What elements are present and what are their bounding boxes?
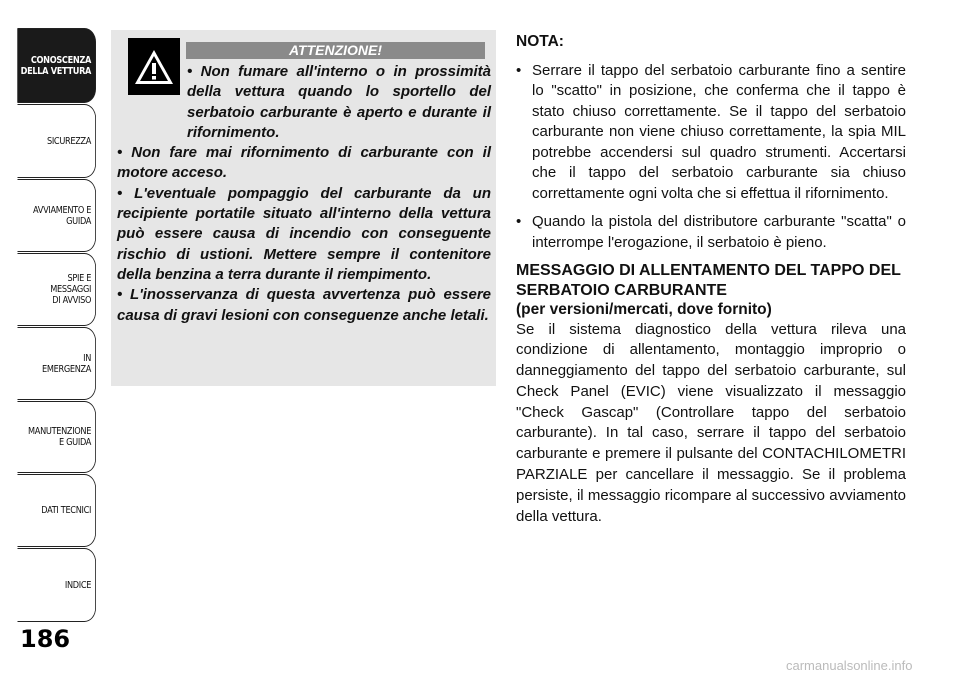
tab-manutenzione-e-guida[interactable]: MANUTENZIONE E GUIDA [17, 401, 96, 473]
warning-title: ATTENZIONE! [186, 42, 485, 59]
warning-text [117, 62, 491, 326]
section-subheading: (per versioni/mercati, dove fornito) [516, 301, 772, 318]
warning-item: • Non fare mai rifornimento di carburante con il motore acceso. [117, 144, 491, 182]
warning-box [111, 30, 496, 386]
tab-conoscenza-della-vettura[interactable]: CONOSCENZA DELLA VETTURA [17, 28, 96, 103]
note-title: NOTA: [516, 33, 564, 50]
content-column [516, 32, 906, 527]
warning-item: • L'eventuale pompaggio del carburante da un recipiente portatile situato all'interno della vettura può essere causa di incendio con conseguente rischio di ustioni. Mettere sempre il contenitore della benzina a terra durante il riempimento. [117, 184, 491, 283]
watermark: carmanualsonline.info [786, 658, 913, 673]
warning-item: • L'inosservanza di questa avvertenza può essere causa di gravi lesioni con conseguenze anche letali. [117, 286, 491, 324]
tab-indice[interactable]: INDICE [17, 548, 96, 622]
section-body: Se il sistema diagnostico della vettura rileva una condizione di allentamento, montaggio improprio o danneggiamento del tappo del serbatoio carburante, sul Check Panel (EVIC) viene visualizzato il messaggio "Check Gascap" (Controllare tappo del serbatoio carburante). In tal caso, serrare il tappo del serbatoio carburante e premere il pulsante del CONTACHILOMETRI PARZIALE per cancellare il messaggio. Se il problema persiste, il messaggio ricompare al successivo avviamento della vettura. [516, 320, 906, 525]
tab-in-emergenza[interactable]: IN EMERGENZA [17, 327, 96, 400]
note-list [516, 61, 906, 254]
tab-avviamento-e-guida[interactable]: AVVIAMENTO E GUIDA [17, 179, 96, 252]
warning-item: • Non fumare all'interno o in prossimità della vettura quando lo sportello del serbatoio carburante è aperto e durante il rifornimento. [187, 63, 491, 141]
note-item: • Serrare il tappo del serbatoio carburante fino a sentire lo "scatto" in posizione, che conferma che il tappo è stato chiuso correttamente. Se il tappo del serbatoio carburante non viene chiuso correttamente, la spia MIL potrebbe accendersi sul quadro strumenti. Accertarsi che il tappo del serbatoio carburante sia chiuso correttamente ogni volta che si effettua il rifornimento. [516, 61, 906, 205]
tab-spie-e-messaggi[interactable]: SPIE E MESSAGGI DI AVVISO [17, 253, 96, 326]
tab-sicurezza[interactable]: SICUREZZA [17, 104, 96, 178]
page-number: 186 [20, 625, 71, 653]
note-item: • Quando la pistola del distributore carburante "scatta" o interrompe l'erogazione, il serbatoio è pieno. [516, 212, 906, 253]
tab-dati-tecnici[interactable]: DATI TECNICI [17, 474, 96, 547]
section-heading: MESSAGGIO DI ALLENTAMENTO DEL TAPPO DEL SERBATOIO CARBURANTE [516, 262, 901, 299]
